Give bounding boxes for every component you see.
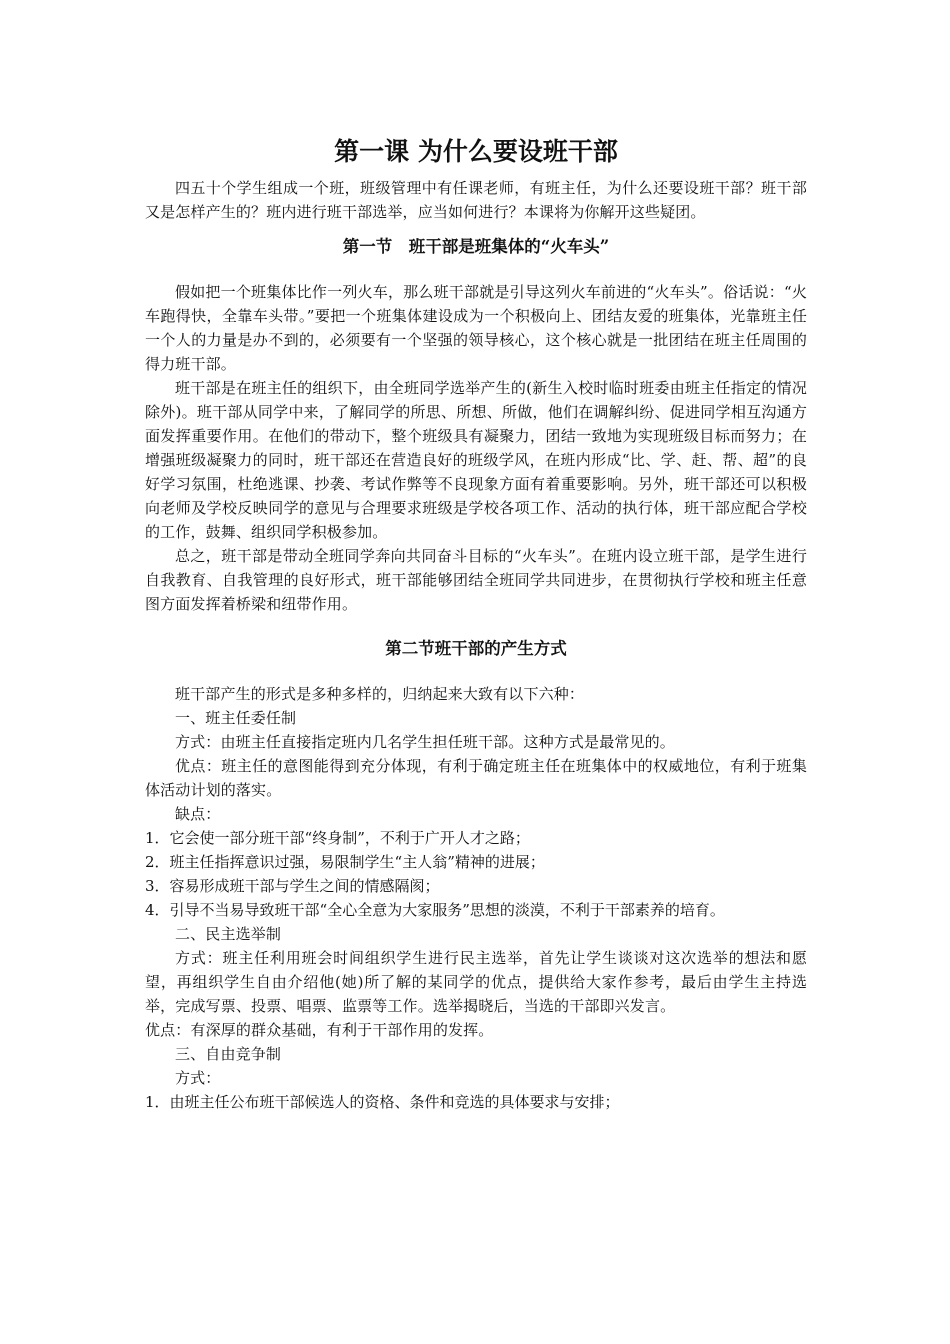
document-body [145,132,807,1114]
method2-pros: 优点：有深厚的群众基础，有利于干部作用的发挥。 [145,1021,494,1039]
section1-paragraph-3: 总之，班干部是带动全班同学奔向共同奋斗目标的“火车头”。在班内设立班干部，是学生进行自我教育、自我管理的良好形式，班干部能够团结全班同学共同进步，在贯彻执行学校和班主任意图方面发挥着桥梁和纽带作用。 [145,547,807,613]
section1-heading: 第一节 班干部是班集体的“火车头” [342,237,610,256]
section1-paragraph-2: 班干部是在班主任的组织下，由全班同学选举产生的(新生入校时临时班委由班主任指定的情况除外)。班干部从同学中来，了解同学的所思、所想、所做，他们在调解纠纷、促进同学相互沟通方面发挥重要作用。在他们的带动下，整个班级具有凝聚力，团结一致地为实现班级目标而努力；在增强班级凝聚力的同时，班干部还在营造良好的班级学风，在班内形成“比、学、赶、帮、超”的良好学习氛围，杜绝逃课、抄袭、考试作弊等不良现象方面有着重要影响。另外，班干部还可以积极向老师及学校反映同学的意见与合理要求班级是学校各项工作、活动的执行体，班干部应配合学校的工作，鼓舞、组织同学积极参加。 [145,379,807,541]
method2-title: 二、民主选举制 [175,925,282,943]
method1-description: 方式：由班主任直接指定班内几名学生担任班干部。这种方式是最常见的。 [175,733,675,751]
method1-cons-label: 缺点： [175,805,221,823]
section2-intro: 班干部产生的形式是多种多样的，归纳起来大致有以下六种： [175,685,585,703]
method2-description: 方式：班主任利用班会时间组织学生进行民主选举，首先让学生谈谈对这次选举的想法和愿望，再组织学生自由介绍他(她)所了解的某同学的优点，提供给大家作参考，最后由学生主持选举，完成写票、投票、唱票、监票等工作。选举揭晓后，当选的干部即兴发言。 [145,949,807,1015]
section1-paragraph-1: 假如把一个班集体比作一列火车，那么班干部就是引导这列火车前进的“火车头”。俗话说：“火车跑得快，全靠车头带。”要把一个班集体建设成为一个积极向上、团结友爱的班集体，光靠班主任一个人的力量是办不到的，必须要有一个坚强的领导核心，这个核心就是一批团结在班主任周围的得力班干部。 [145,283,807,373]
method1-title: 一、班主任委任制 [175,709,297,727]
method1-cons-item-3: 3．容易形成班干部与学生之间的情感隔阂； [145,877,440,895]
page-title: 第一课 为什么要设班干部 [334,137,618,166]
method1-pros: 优点：班主任的意图能得到充分体现，有利于确定班主任在班集体中的权威地位，有利于班集体活动计划的落实。 [145,757,807,799]
method1-cons-item-2: 2．班主任指挥意识过强，易限制学生“主人翁”精神的进展； [145,853,545,871]
method1-cons-item-1: 1．它会使一部分班干部“终身制”，不利于广开人才之路； [145,829,530,847]
method3-method-label: 方式： [175,1069,221,1087]
method3-step-1: 1．由班主任公布班干部候选人的资格、条件和竞选的具体要求与安排； [145,1093,620,1111]
intro-paragraph: 四五十个学生组成一个班，班级管理中有任课老师，有班主任，为什么还要设班干部？班干部又是怎样产生的？班内进行班干部选举，应当如何进行？本课将为你解开这些疑团。 [145,179,807,221]
method3-title: 三、自由竞争制 [175,1045,282,1063]
section2-heading: 第二节班干部的产生方式 [385,639,567,658]
method1-cons-item-4: 4．引导不当易导致班干部“全心全意为大家服务”思想的淡漠，不利于干部素养的培育。 [145,901,725,919]
